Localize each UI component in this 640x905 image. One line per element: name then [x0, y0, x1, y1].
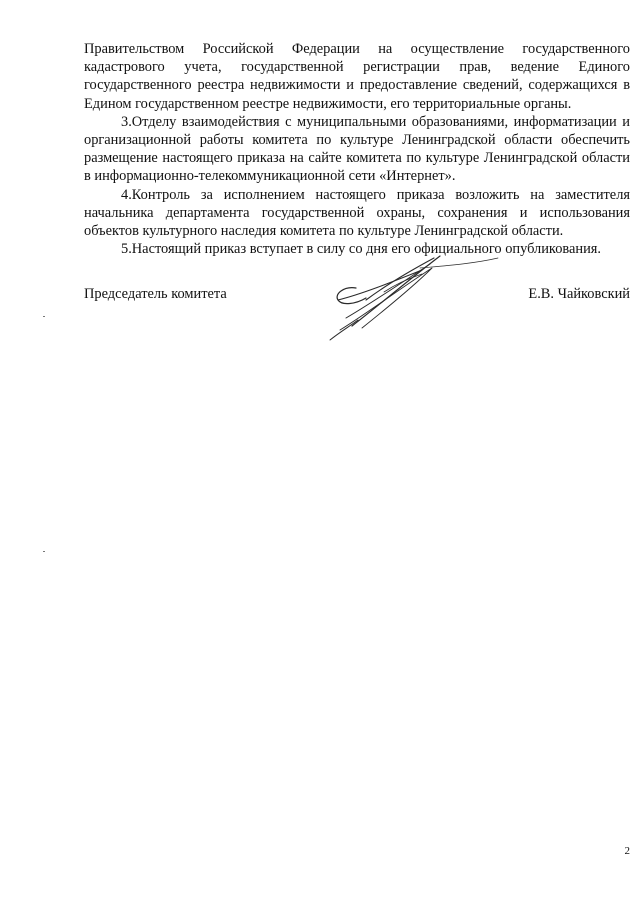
page-number: 2 — [624, 845, 630, 857]
paragraph-continuation: Правительством Российской Федерации на осуществление государственного кадастрового учета, государственной регистрации прав, ведение Единого государственного реестра недвижимости и предоставление сведений, содержащихся в Едином государственном реестре недвижимости, его территориальные органы. — [84, 41, 630, 112]
signatory-title: Председатель комитета — [84, 286, 227, 302]
signatory-name: Е.В. Чайковский — [528, 286, 630, 302]
margin-mark — [43, 551, 45, 552]
paragraph-item-5: 5.Настоящий приказ вступает в силу со дня его официального опубликования. — [121, 241, 602, 258]
signature-block — [84, 285, 630, 305]
margin-mark — [43, 316, 45, 317]
paragraph-item-3: 3.Отделу взаимодействия с муниципальными образованиями, информатизации и организационной работы комитета по культуре Ленинградской области обеспечить размещение настоящего приказа на сайте комитета по культуре Ленинградской области в информационно-телекоммуникационной сети «Интернет». — [84, 113, 630, 185]
paragraph-item-4: 4.Контроль за исполнением настоящего приказа возложить на заместителя начальника департамента государственной охраны, сохранения и использования объектов культурного наследия комитета по культуре Ленинградской области. — [84, 186, 630, 240]
document-body — [84, 40, 630, 258]
